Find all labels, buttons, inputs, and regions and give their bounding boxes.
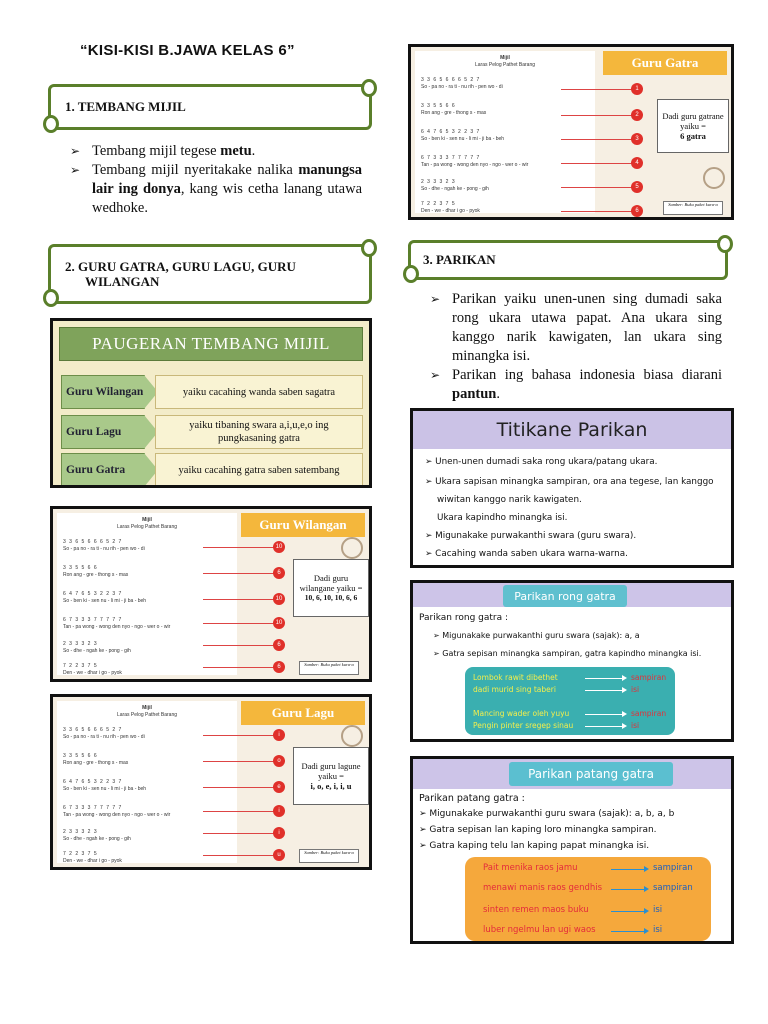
source-box: Sumber: Buku paket kura-a: [299, 661, 359, 675]
section-2-title-line1: 2. GURU GATRA, GURU LAGU, GURU: [65, 259, 296, 274]
bullet-text: Parikan ing bahasa indonesia biasa diarani: [452, 367, 722, 383]
example-line: sinten remen maos buku: [483, 905, 589, 915]
mijil-score: [57, 513, 237, 675]
patang-point: ➢ Gatra kaping telu lan kaping papat minangka isi.: [419, 841, 650, 851]
score-lyrics: So - ben ki - sen nu - li mi - ji ba - beh: [63, 598, 147, 604]
section-2-title-line2: WILANGAN: [85, 274, 160, 289]
titikane-item: ➢ Migunakake purwakanthi swara (guru swara).: [425, 531, 637, 541]
line-number-marker: 3: [631, 133, 643, 145]
section-3-title: 3. PARIKAN: [423, 252, 496, 267]
score-notes: 6 7 3 3 3 7 7 7 7 7: [63, 805, 123, 811]
score-notes: 7 2 2 3 7 5: [63, 851, 98, 857]
line-number-marker: 1: [631, 83, 643, 95]
score-notes: 7 2 2 3 7 5: [63, 663, 98, 669]
count-marker: 10: [273, 541, 285, 553]
example-line: Pait menika raos jamu: [483, 863, 578, 873]
paugeran-term: Guru Gatra: [61, 453, 145, 487]
score-notes: 6 7 3 3 3 7 7 7 7 7: [421, 155, 481, 161]
bullet-bold: metu: [220, 143, 252, 159]
bullet-text: Tembang mijil tegese: [92, 143, 221, 159]
score-lyrics: So - dhe - ngah ke - pong - gih: [63, 836, 131, 842]
slide-note: [293, 747, 369, 805]
titikane-item: ➢ Cacahing wanda saben ukara warna-warna.: [425, 549, 628, 559]
note-text: yaiku =: [680, 121, 706, 131]
point-text: Migunakake purwakanthi guru swara (sajak): a, a: [442, 631, 640, 640]
paugeran-row: [61, 415, 363, 449]
item-text: Migunakake purwakanthi swara (guru swara).: [435, 531, 637, 541]
patang-heading: Parikan patang gatra :: [419, 793, 525, 804]
score-notes: 7 2 2 3 7 5: [421, 201, 456, 207]
point-text: Migunakake purwakanthi guru swara (sajak): a, b, a, b: [429, 809, 675, 819]
score-subtitle: Laras Pelog Pathet Barang: [116, 524, 178, 530]
titikane-item: ➢ Ukara sapisan minangka sampiran, ora ana tegese, lan kanggo: [425, 477, 714, 487]
score-notes: 2 3 3 3 2 3: [63, 641, 98, 647]
point-text: Gatra sepisan lan kaping loro minangka sampiran.: [429, 825, 657, 835]
count-marker: 6: [273, 661, 285, 673]
rong-heading: Parikan rong gatra :: [419, 613, 509, 623]
rong-point: ➢ Gatra sepisan minangka sampiran, gatra kapindho minangka isi.: [433, 649, 702, 658]
bullet-text: Tembang mijil nyeritakake nalika: [92, 162, 299, 178]
score-lyrics: So - dhe - ngah ke - pong - gih: [63, 648, 131, 654]
score-lyrics: Den - we - dhar i go - pyok: [421, 208, 480, 214]
score-lyrics: Tan - pa wong - wong den nyo - ngo - wer o - wir: [63, 624, 171, 630]
score-lyrics: So - pa no - ra ti - nu rih - pen wo - di: [63, 734, 145, 740]
flower-decoration: [341, 725, 363, 747]
paugeran-row: [61, 453, 363, 487]
parikan-patang-gatra-card: [410, 756, 734, 944]
bullet-bold: manungsa lair ing donya: [92, 162, 362, 197]
flower-decoration: [341, 537, 363, 559]
mijil-score: [415, 51, 595, 213]
arrow-right-outline-icon: ➢: [70, 163, 81, 177]
vowel-marker: i: [273, 729, 285, 741]
mijil-bullet-2: [70, 161, 362, 218]
score-notes: 3 3 5 5 6 6: [421, 103, 456, 109]
score-notes: 3 3 5 5 6 6: [63, 753, 98, 759]
guru-lagu-slide: [50, 694, 372, 870]
note-text: Dadi guru gatrane: [662, 111, 724, 121]
patang-point: ➢ Gatra sepisan lan kaping loro minangka sampiran.: [419, 825, 657, 835]
vowel-marker: o: [273, 755, 285, 767]
vowel-marker: e: [273, 781, 285, 793]
paugeran-title: PAUGERAN TEMBANG MIJIL: [59, 327, 363, 361]
parikan-bullets: [430, 290, 722, 404]
section-1-header: [48, 84, 372, 130]
vowel-marker: u: [273, 849, 285, 861]
vowel-marker: i: [273, 827, 285, 839]
line-number-marker: 2: [631, 109, 643, 121]
item-text: Cacahing wanda saben ukara warna-warna.: [435, 549, 628, 559]
score-subtitle: Laras Pelog Pathet Barang: [116, 712, 178, 718]
paugeran-row: [61, 375, 363, 409]
bullet-text: Parikan yaiku unen-unen sing dumadi saka rong ukara utawa papat. Ana ukara sing kanggo narik kawigaten, lan ukara sing minangka isi.: [452, 291, 722, 364]
score-lyrics: Tan - pa wong - wong den nyo - ngo - wer o - wir: [63, 812, 171, 818]
score-lyrics: Ron ang - gre - thong s - mas: [63, 760, 129, 766]
section-1-title: 1. TEMBANG MIJIL: [65, 99, 186, 114]
section-3-header: [408, 240, 728, 280]
example-label: isi: [653, 925, 663, 935]
source-box: Sumber: Buku paket kura-a: [299, 849, 359, 863]
parikan-bullet-1: [430, 290, 722, 366]
line-number-marker: 6: [631, 205, 643, 217]
titikane-item: ➢ Unen-unen dumadi saka rong ukara/patang ukara.: [425, 457, 658, 467]
example-line: menawi manis raos gendhis: [483, 883, 603, 893]
example-line: luber ngelmu lan ugi waos: [483, 925, 596, 935]
example-line: Pengin pinter sregep sinau: [473, 721, 574, 730]
count-marker: 6: [273, 567, 285, 579]
slide-note: [657, 99, 729, 153]
score-notes: 6 4 7 6 5 3 2 2 3 7: [421, 129, 481, 135]
example-label: sampiran: [631, 709, 667, 718]
bullet-text: .: [251, 143, 256, 159]
bullet-text: , kang wis cetha lanang utawa wedhoke.: [92, 181, 363, 216]
item-text: Unen-unen dumadi saka rong ukara/patang ukara.: [435, 457, 658, 467]
slide-note: [293, 559, 369, 617]
count-marker: 6: [273, 639, 285, 651]
titikane-item-cont: Ukara kapindho minangka isi.: [437, 513, 568, 523]
score-notes: 2 3 3 3 2 3: [421, 179, 456, 185]
score-title: Mijil: [142, 517, 152, 523]
document-title: “KISI-KISI B.JAWA KELAS 6”: [80, 42, 295, 59]
guru-wilangan-slide: [50, 506, 372, 682]
score-lyrics: Ron ang - gre - thong s - mas: [421, 110, 487, 116]
score-subtitle: Laras Pelog Pathet Barang: [474, 62, 536, 68]
note-text: Dadi guru: [313, 573, 349, 583]
line-number-marker: 5: [631, 181, 643, 193]
score-title: Mijil: [142, 705, 152, 711]
score-notes: 6 4 7 6 5 3 2 2 3 7: [63, 591, 123, 597]
section-2-header: [48, 244, 372, 304]
score-lyrics: So - pa no - ra ti - nu rih - pen wo - di: [63, 546, 145, 552]
count-marker: 10: [273, 593, 285, 605]
parikan-bullet-2: [430, 366, 722, 404]
arrow-right-outline-icon: ➢: [70, 144, 81, 158]
note-text: yaiku =: [318, 771, 344, 781]
example-label: sampiran: [653, 883, 693, 893]
note-value: 10, 6, 10, 10, 6, 6: [304, 593, 358, 602]
mijil-score: [57, 701, 237, 863]
point-text: Gatra sepisan minangka sampiran, gatra kapindho minangka isi.: [442, 649, 702, 658]
score-lyrics: Den - we - dhar i go - pyok: [63, 670, 122, 676]
score-notes: 3 3 5 5 6 6: [63, 565, 98, 571]
score-lyrics: So - pa no - ra ti - nu rih - pen wo - di: [421, 84, 503, 90]
note-text: wilangane yaiku =: [299, 583, 363, 593]
patang-title: Parikan patang gatra: [509, 762, 673, 786]
score-notes: 6 7 3 3 3 7 7 7 7 7: [63, 617, 123, 623]
paugeran-desc: yaiku cacahing wanda saben sagatra: [155, 375, 363, 409]
titikane-item-cont: wiwitan kanggo narik kawigaten.: [437, 495, 582, 505]
example-line: dadi murid sing taberi: [473, 685, 556, 694]
titikane-title: Titikane Parikan: [413, 411, 731, 449]
score-notes: 3 3 6 5 6 6 6 5 2 7: [63, 539, 123, 545]
flower-decoration: [703, 167, 725, 189]
score-lyrics: So - ben ki - sen nu - li mi - ji ba - beh: [63, 786, 147, 792]
arrow-right-outline-icon: ➢: [430, 368, 441, 382]
score-lyrics: Tan - pa wong - wong den nyo - ngo - wer o - wir: [421, 162, 529, 168]
paugeran-term: Guru Wilangan: [61, 375, 145, 409]
paugeran-desc: yaiku tibaning swara a,i,u,e,o ing pungkasaning gatra: [155, 415, 363, 449]
titikane-parikan-card: [410, 408, 734, 568]
rong-point: ➢ Migunakake purwakanthi guru swara (sajak): a, a: [433, 631, 640, 640]
mijil-bullets: [70, 142, 362, 218]
paugeran-desc: yaiku cacahing gatra saben satembang: [155, 453, 363, 487]
example-label: isi: [653, 905, 663, 915]
slide-tag: Guru Wilangan: [241, 513, 365, 537]
score-notes: 3 3 6 5 6 6 6 5 2 7: [63, 727, 123, 733]
example-label: isi: [631, 685, 640, 694]
rong-title: Parikan rong gatra: [503, 585, 627, 607]
example-line: Lombok rawit dibethet: [473, 673, 558, 682]
note-value: 6 gatra: [680, 131, 706, 141]
slide-tag: Guru Lagu: [241, 701, 365, 725]
score-lyrics: So - dhe - ngah ke - pong - gih: [421, 186, 489, 192]
score-lyrics: Ron ang - gre - thong s - mas: [63, 572, 129, 578]
arrow-right-outline-icon: ➢: [430, 292, 441, 306]
paugeran-term: Guru Lagu: [61, 415, 145, 449]
parikan-rong-gatra-card: [410, 580, 734, 742]
note-value: i, o, e, i, i, u: [310, 781, 352, 791]
example-label: isi: [631, 721, 640, 730]
bullet-bold: pantun: [452, 386, 497, 402]
item-text: Ukara sapisan minangka sampiran, ora ana tegese, lan kanggo: [435, 477, 714, 487]
patang-point: ➢ Migunakake purwakanthi guru swara (sajak): a, b, a, b: [419, 809, 675, 819]
example-label: sampiran: [653, 863, 693, 873]
score-lyrics: So - ben ki - sen nu - li mi - ji ba - beh: [421, 136, 505, 142]
slide-tag: Guru Gatra: [603, 51, 727, 75]
bullet-text: .: [496, 386, 500, 402]
paugeran-card: [50, 318, 372, 488]
note-text: Dadi guru lagune: [301, 761, 361, 771]
line-number-marker: 4: [631, 157, 643, 169]
example-line: Mancing wader oleh yuyu: [473, 709, 570, 718]
count-marker: 10: [273, 617, 285, 629]
vowel-marker: i: [273, 805, 285, 817]
point-text: Gatra kaping telu lan kaping papat minangka isi.: [429, 841, 650, 851]
score-notes: 3 3 6 5 6 6 6 5 2 7: [421, 77, 481, 83]
source-box: Sumber: Buku paket kura-a: [663, 201, 723, 215]
score-notes: 6 4 7 6 5 3 2 2 3 7: [63, 779, 123, 785]
score-title: Mijil: [500, 55, 510, 61]
score-lyrics: Den - we - dhar i go - pyok: [63, 858, 122, 864]
guru-gatra-slide: [408, 44, 734, 220]
example-label: sampiran: [631, 673, 667, 682]
mijil-bullet-1: [70, 142, 362, 161]
score-notes: 2 3 3 3 2 3: [63, 829, 98, 835]
